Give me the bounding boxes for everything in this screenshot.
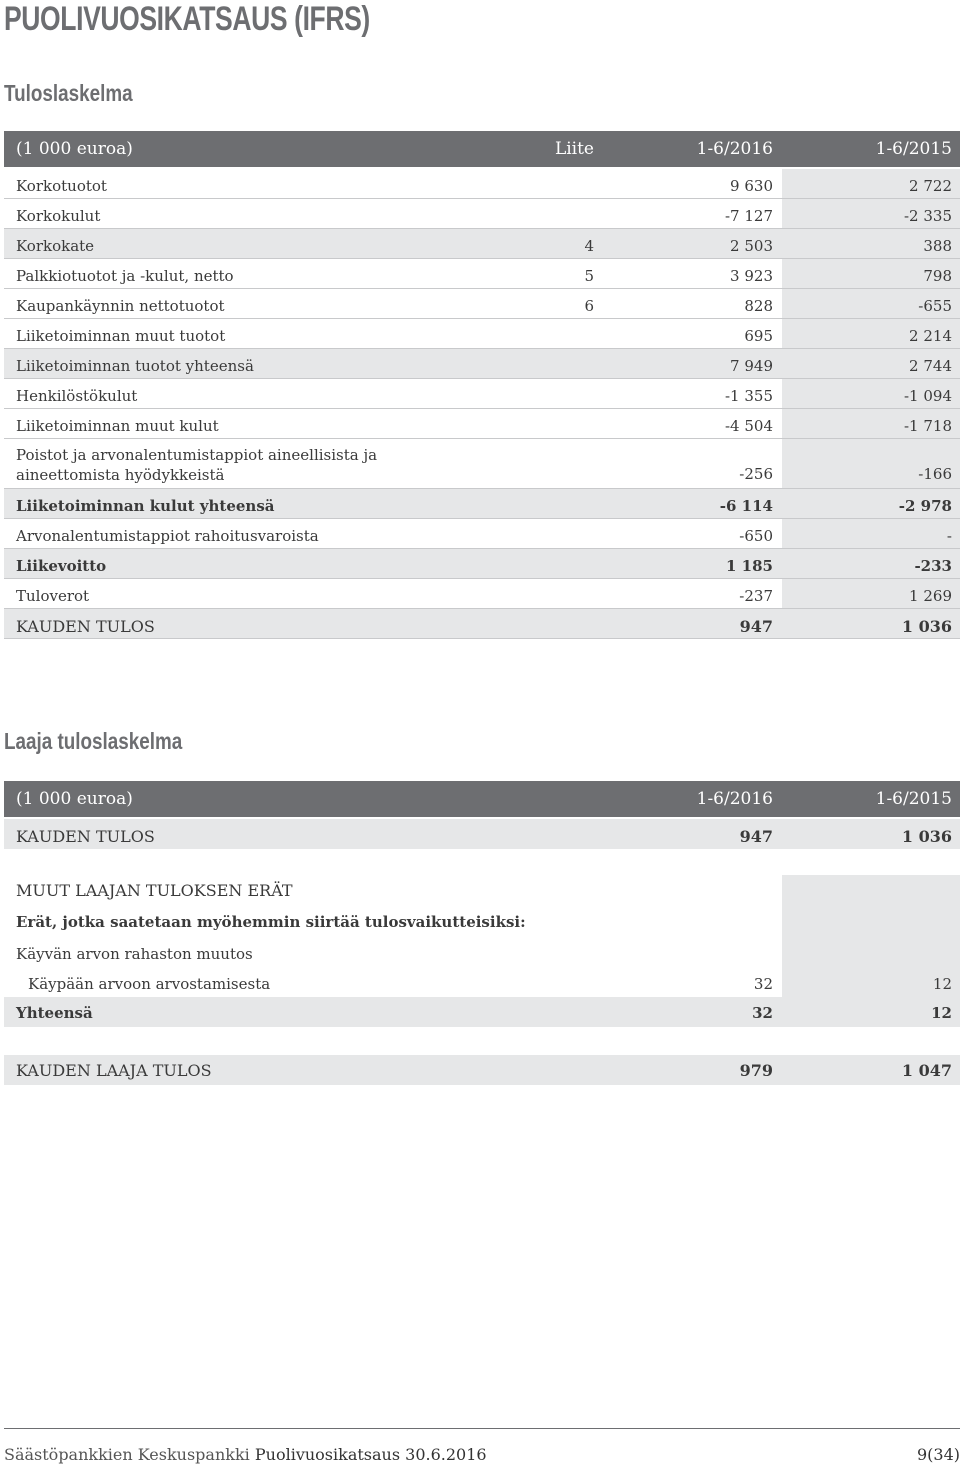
table-row	[4, 519, 960, 549]
row-value-2015: 2 722	[909, 177, 952, 195]
row-label: Kaupankäynnin nettotuotot	[16, 297, 225, 315]
table-header	[4, 131, 960, 167]
table-row-yhteensa	[4, 997, 960, 1027]
erat-heading-row	[4, 905, 960, 937]
row-value-2015: 12	[932, 975, 952, 993]
row-label: KAUDEN TULOS	[16, 617, 155, 636]
kayvan-row	[4, 937, 960, 967]
table-header	[4, 781, 960, 817]
table-row	[4, 379, 960, 409]
row-label: Liiketoiminnan muut kulut	[16, 417, 219, 435]
row-value-2015: -233	[914, 557, 952, 575]
row-value-2016: -237	[739, 587, 773, 605]
row-value-2015: -2 978	[898, 497, 952, 515]
row-label: Arvonalentumistappiot rahoitusvaroista	[16, 527, 319, 545]
section-title-laaja: Laaja tuloslaskelma	[4, 728, 183, 754]
row-value-2016: -4 504	[724, 417, 773, 435]
table-row	[4, 199, 960, 229]
row-note: 5	[584, 267, 594, 285]
row-value-2016: 3 923	[730, 267, 773, 285]
row-value-2016: -1 355	[724, 387, 773, 405]
page-footer	[4, 1428, 960, 1464]
row-value-2015: 798	[923, 267, 952, 285]
kayvan-label: Käyvän arvon rahaston muutos	[16, 945, 253, 963]
table-row	[4, 229, 960, 259]
muut-heading: MUUT LAAJAN TULOKSEN ERÄT	[16, 881, 293, 900]
header-unit: (1 000 euroa)	[16, 789, 133, 809]
table-row	[4, 579, 960, 609]
row-label-line2: aineettomista hyödykkeistä	[16, 466, 225, 484]
row-value-2016: 828	[744, 297, 773, 315]
row-value-2016: -6 114	[719, 497, 773, 515]
table-row	[4, 409, 960, 439]
row-value-2015: 1 269	[909, 587, 952, 605]
row-value-2016: -7 127	[724, 207, 773, 225]
row-label: Liiketoiminnan tuotot yhteensä	[16, 357, 254, 375]
row-value-2015: 2 744	[909, 357, 952, 375]
row-label: Yhteensä	[16, 1004, 93, 1022]
header-col-2015: 1-6/2015	[875, 139, 952, 159]
row-label: Tuloverot	[16, 587, 90, 605]
erat-heading: Erät, jotka saatetaan myöhemmin siirtää tulosvaikutteisiksi:	[16, 913, 526, 931]
row-label: Liiketoiminnan muut tuotot	[16, 327, 226, 345]
row-label: Liikevoitto	[16, 557, 107, 575]
row-value-2016: 695	[744, 327, 773, 345]
row-value-2015: 2 214	[909, 327, 952, 345]
row-note: 4	[584, 237, 594, 255]
muut-heading-row	[4, 875, 960, 905]
row-value-2016: 1 185	[726, 557, 773, 575]
row-value-2015: -166	[918, 465, 952, 483]
row-value-2016: -256	[739, 465, 773, 483]
row-value-2015: -1 094	[903, 387, 952, 405]
table-row	[4, 169, 960, 199]
row-label: Korkokulut	[16, 207, 101, 225]
row-note: 6	[584, 297, 594, 315]
header-col-2015: 1-6/2015	[875, 789, 952, 809]
header-note: Liite	[554, 139, 594, 159]
table-row	[4, 549, 960, 579]
row-label	[16, 445, 377, 485]
income-statement-table	[4, 131, 960, 639]
row-value-2016: 947	[739, 617, 773, 636]
row-label: Korkokate	[16, 237, 95, 255]
row-label: KAUDEN TULOS	[16, 827, 155, 846]
table-row	[4, 349, 960, 379]
row-value-2015: -	[946, 527, 952, 545]
table-row-laaja	[4, 1055, 960, 1085]
row-value-2016: 9 630	[730, 177, 773, 195]
row-value-2015: 388	[923, 237, 952, 255]
table-row	[4, 289, 960, 319]
row-value-2016: 32	[752, 1004, 773, 1022]
row-label: Palkkiotuotot ja -kulut, netto	[16, 267, 234, 285]
row-value-2015: -655	[918, 297, 952, 315]
table-row-total	[4, 609, 960, 639]
row-value-2015: 1 047	[901, 1061, 952, 1080]
row-value-2015: 1 036	[901, 827, 952, 846]
row-value-2016: 979	[739, 1061, 773, 1080]
section-title-tuloslaskelma: Tuloslaskelma	[4, 80, 133, 106]
header-unit: (1 000 euroa)	[16, 139, 133, 159]
table-row	[4, 259, 960, 289]
table-row-tulos	[4, 819, 960, 849]
row-value-2015: 1 036	[901, 617, 952, 636]
row-label: Henkilöstökulut	[16, 387, 138, 405]
header-col-2016: 1-6/2016	[696, 139, 773, 159]
row-value-2016: 947	[739, 827, 773, 846]
table-row	[4, 489, 960, 519]
row-label: Liiketoiminnan kulut yhteensä	[16, 497, 275, 515]
row-label: Korkotuotot	[16, 177, 107, 195]
row-label: KAUDEN LAAJA TULOS	[16, 1061, 212, 1080]
row-value-2015: -1 718	[903, 417, 952, 435]
row-value-2016: 32	[753, 975, 773, 993]
row-value-2016: 7 949	[730, 357, 773, 375]
row-label: Käypään arvoon arvostamisesta	[28, 975, 271, 993]
table-row	[4, 967, 960, 997]
footer-page-number: 9(34)	[916, 1445, 960, 1464]
table-row	[4, 439, 960, 489]
row-value-2016: -650	[739, 527, 773, 545]
row-label-line1: Poistot ja arvonalentumistappiot aineellisista ja	[16, 446, 378, 464]
row-value-2015: 12	[931, 1004, 952, 1022]
table-row	[4, 319, 960, 349]
footer-doc: Puolivuosikatsaus 30.6.2016	[254, 1445, 487, 1464]
row-value-2015: -2 335	[903, 207, 952, 225]
comprehensive-income-table	[4, 781, 960, 1085]
footer-company: Säästöpankkien Keskuspankki	[4, 1445, 250, 1464]
row-value-2016: 2 503	[730, 237, 773, 255]
page-title: PUOLIVUOSIKATSAUS (IFRS)	[4, 0, 370, 38]
header-col-2016: 1-6/2016	[696, 789, 773, 809]
footer-left	[4, 1445, 487, 1464]
